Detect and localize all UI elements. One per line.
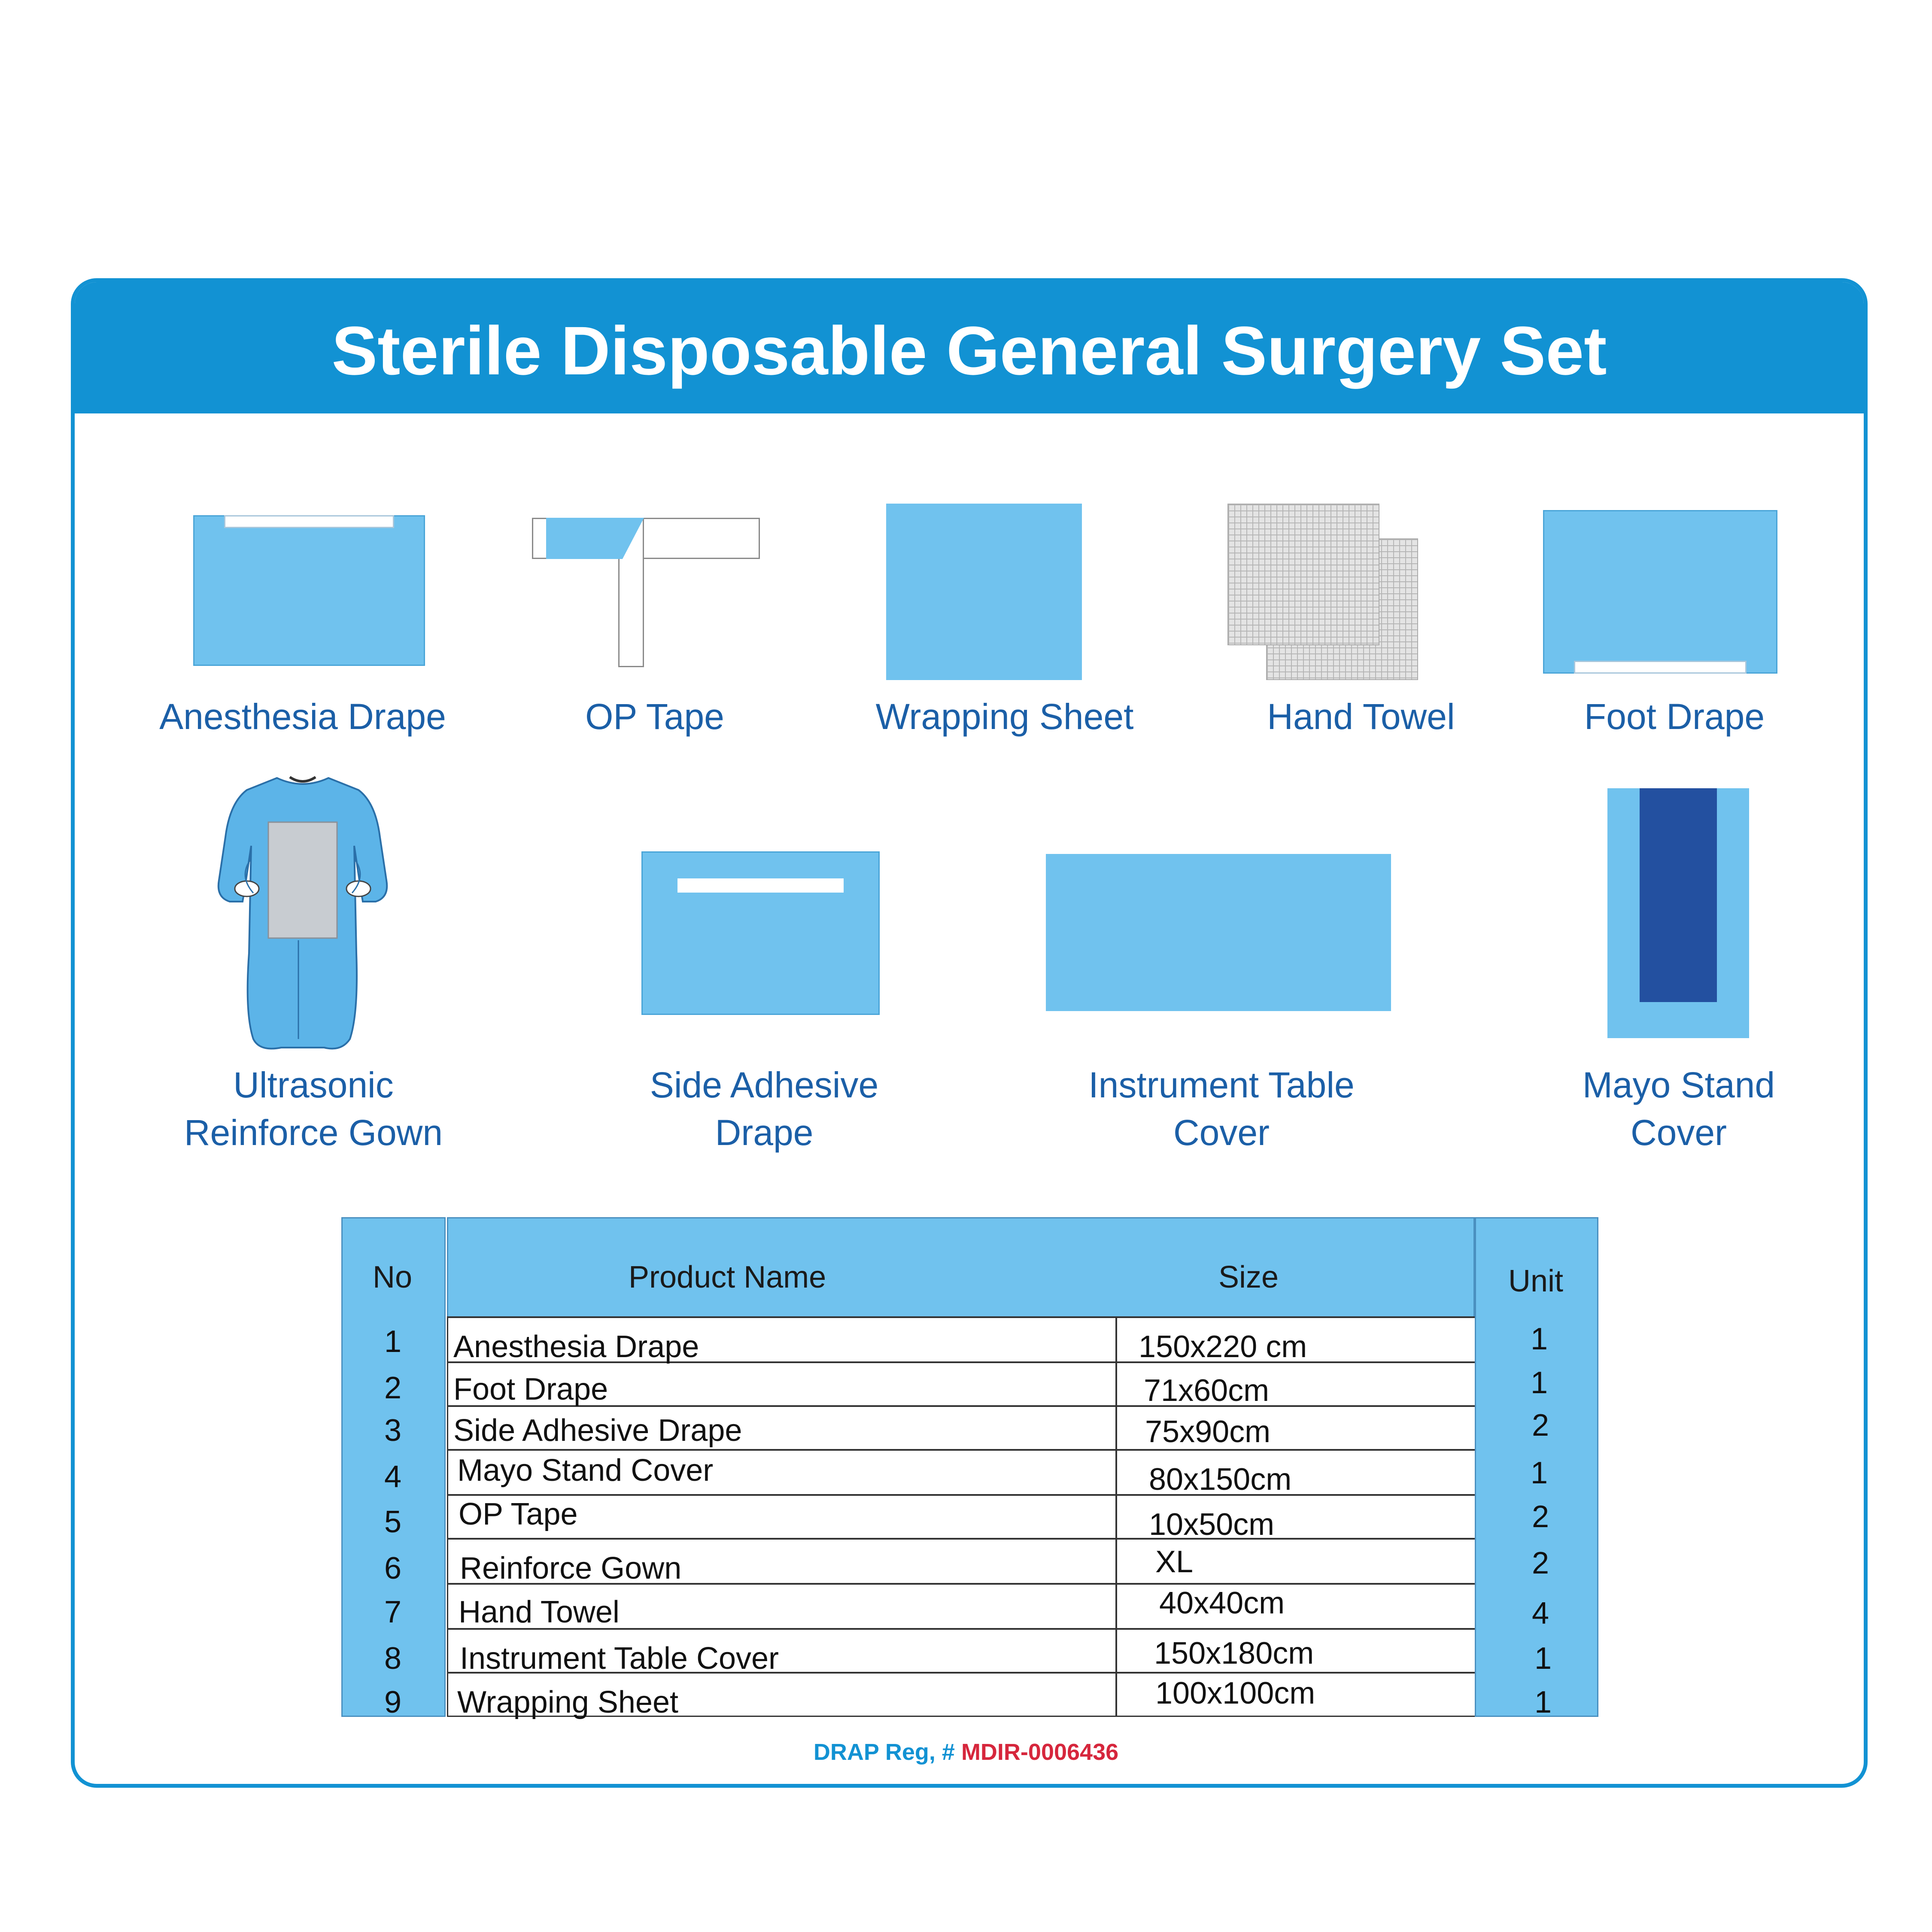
row-product: Foot Drape (453, 1372, 608, 1406)
row-unit: 2 (1531, 1546, 1549, 1580)
row-no: 1 (384, 1324, 402, 1359)
label-anesthesia-drape: Anesthesia Drape (159, 696, 446, 737)
label-instrument-line1: Instrument Table (1088, 1065, 1355, 1105)
size-divider (1115, 1318, 1117, 1717)
label-side-adhesive-drape (592, 1061, 936, 1157)
row-unit: 4 (1531, 1596, 1549, 1631)
row-no: 3 (384, 1413, 402, 1448)
row-no: 2 (384, 1371, 402, 1405)
wrapping-sheet-icon (886, 504, 1082, 680)
header-no: No (373, 1260, 413, 1294)
label-mayo-line2: Cover (1630, 1112, 1727, 1153)
label-gown-line2: Reinforce Gown (184, 1112, 443, 1153)
header-unit: Unit (1508, 1264, 1564, 1298)
label-side-adhesive-line2: Drape (715, 1112, 814, 1153)
registration (0, 1739, 1932, 1765)
row-no: 4 (384, 1460, 402, 1494)
row-size: 75x90cm (1145, 1415, 1271, 1449)
row-unit: 1 (1530, 1366, 1548, 1400)
row-size: 71x60cm (1144, 1373, 1270, 1408)
row-size: 80x150cm (1149, 1462, 1292, 1497)
label-instrument-line2: Cover (1173, 1112, 1270, 1153)
header-band (447, 1217, 1475, 1318)
row-line (447, 1449, 1475, 1451)
header-product-name: Product Name (629, 1260, 826, 1294)
row-product: Reinforce Gown (460, 1551, 682, 1586)
row-product: Instrument Table Cover (460, 1641, 779, 1676)
label-gown-line1: Ultrasonic (233, 1065, 394, 1105)
row-unit: 1 (1534, 1685, 1552, 1719)
title-banner (75, 282, 1864, 413)
header-size: Size (1218, 1260, 1279, 1294)
row-size: 100x100cm (1155, 1676, 1315, 1710)
row-product: Mayo Stand Cover (457, 1453, 714, 1488)
label-foot-drape: Foot Drape (1584, 696, 1765, 737)
row-no: 9 (384, 1685, 402, 1719)
gown-icon (213, 773, 393, 1056)
row-unit: 2 (1531, 1500, 1549, 1534)
row-product: Anesthesia Drape (453, 1330, 699, 1364)
row-product: Wrapping Sheet (457, 1685, 679, 1719)
row-product: Side Adhesive Drape (453, 1413, 742, 1448)
row-line (447, 1494, 1475, 1496)
row-no: 8 (384, 1641, 402, 1676)
row-size: 40x40cm (1159, 1586, 1285, 1620)
row-size: XL (1155, 1545, 1194, 1579)
label-instrument-table-cover (1043, 1061, 1400, 1157)
row-no: 7 (384, 1595, 402, 1629)
row-line (447, 1538, 1475, 1540)
row-unit: 2 (1531, 1408, 1549, 1443)
row-no: 6 (384, 1551, 402, 1586)
row-size: 150x180cm (1154, 1636, 1314, 1671)
page-title: Sterile Disposable General Surgery Set (331, 312, 1607, 389)
row-unit: 1 (1534, 1641, 1552, 1676)
label-wrapping-sheet: Wrapping Sheet (875, 696, 1134, 737)
label-mayo-line1: Mayo Stand (1582, 1065, 1775, 1105)
row-unit: 1 (1530, 1322, 1548, 1356)
label-hand-towel: Hand Towel (1267, 696, 1455, 737)
registration-number: MDIR-0006436 (961, 1739, 1119, 1765)
row-no: 5 (384, 1505, 402, 1539)
row-unit: 1 (1530, 1456, 1548, 1490)
registration-label: DRAP Reg, # (813, 1739, 955, 1765)
row-product: Hand Towel (459, 1595, 620, 1629)
label-gown (137, 1061, 489, 1157)
row-product: OP Tape (459, 1497, 578, 1531)
instrument-table-cover-icon (1046, 854, 1391, 1011)
row-size: 150x220 cm (1139, 1330, 1307, 1364)
row-size: 10x50cm (1149, 1507, 1275, 1542)
label-side-adhesive-line1: Side Adhesive (650, 1065, 879, 1105)
row-line (447, 1316, 1475, 1318)
label-op-tape: OP Tape (585, 696, 724, 737)
label-mayo-stand-cover (1524, 1061, 1833, 1157)
